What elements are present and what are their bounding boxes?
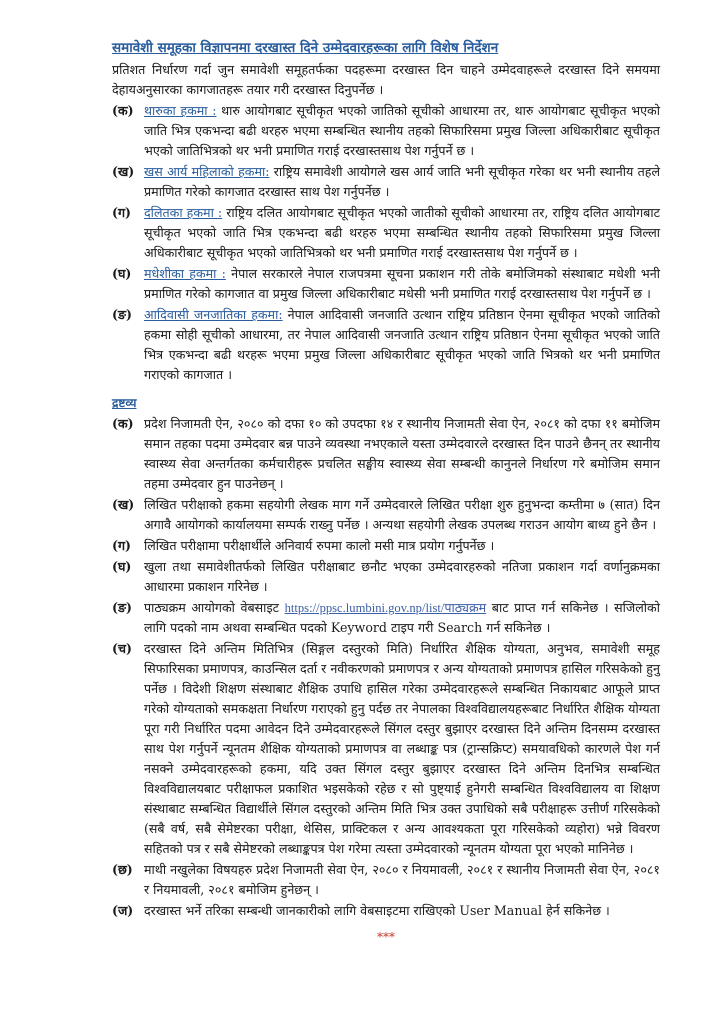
note-body: दरखास्त भर्ने तरिका सम्बन्धी जानकारीको लागि वेबसाइटमा राखिएको User Manual हेर्न सकिनेछ । [144,903,610,918]
note-item [112,901,660,921]
note-text: बाट प्राप्त गर्न सकिनेछ । सजिलोको लागि पदको नाम अथवा सम्बन्धित पदको Keyword टाइप गरी Search गर्न सकिनेछ । [144,600,660,635]
note-body: खुला तथा समावेशीतर्फको लिखित परीक्षाबाट छनौट भएका उम्मेदवारहरुको नतिजा प्रकाशन गर्दा वर्णानुक्रमका आधारमा प्रकाशन गरिनेछ । [144,559,660,594]
item-body [144,101,660,161]
note-item [112,557,660,597]
note-body: प्रदेश निजामती ऐन, २०८० को दफा १० को उपदफा १४ र स्थानीय निजामती सेवा ऐन, २०८१ को दफा ११ बमोजिम समान तहका पदमा उम्मेदवार बन्न पाउने व्यवस्था नभएकाले यस्ता उम्मेदवारले दरखास्त दिन पाउने छैनन् तर स्थानीय स्वास्थ्य सेवा अन्तर्गतका कर्मचारीहरू प्रचलित सङ्घीय स्वास्थ्य सेवा सम्बन्धी कानुनले निर्धारण गरे बमोजिम समान तहमा उम्मेदवार हुन पाउनेछन् । [144,416,660,491]
note-item [112,536,660,556]
syllabus-link[interactable]: https://ppsc.lumbini.gov.np/list/पाठ्यक्रम [284,601,487,615]
item-label: (घ) [112,266,132,281]
note-body: माथी नखुलेका विषयहरु प्रदेश निजामती सेवा ऐन, २०८० र नियमावली, २०८१ र स्थानीय निजामती सेवा ऐन, २०८१ र नियमावली, २०८१ बमोजिम हुनेछन् । [144,862,660,897]
item-label: (ङ) [112,307,132,322]
item-body [144,264,660,304]
item-text: थारु आयोगबाट सूचीकृत भएको जातिको सूचीको आधारमा तर, थारु आयोगबाट सूचीकृत भएको जाति भित्र एकभन्दा बढी थरहरु भएमा सम्बन्धित स्थानीय तहको सिफारिसमा प्रमुख जिल्ला अधिकारीबाट सूचीकृत भएको जातिभित्रको थर भनी प्रमाणित गराई दरखास्तसाथ पेश गर्नुपर्ने छ । [144,103,660,158]
item-text: राष्ट्रिय दलित आयोगबाट सूचीकृत भएको जातीको सूचीको आधारमा तर, राष्ट्रिय दलित आयोगबाट सूचीकृत भएको जाति भित्र एकभन्दा बढी थरहरु भएमा सम्बन्धित स्थानीय तहको सिफारिसमा प्रमुख जिल्ला अधिकारीबाट सूचीकृत भएको जातिभित्रको थर भनी प्रमाणित गराई दरखास्तसाथ पेश गर्नुपर्ने छ । [144,205,660,260]
item-body [144,203,660,263]
item-body [144,305,660,385]
note-body: दरखास्त दिने अन्तिम मितिभित्र (सिङ्गल दस्तुरको मिति) निर्धारित शैक्षिक योग्यता, अनुभव, समावेशी समूह सिफारिसका प्रमाणपत्र, काउन्सिल दर्ता र नवीकरणको प्रमाणपत्र र अन्य योग्यताको प्रमाणपत्र हासिल गरिसकेको हुनु पर्नेछ । विदेशी शिक्षण संस्थाबाट शैक्षिक उपाधि हासिल गरेका उम्मेदवारहरूले सम्बन्धित निकायबाट आफूले प्राप्त गरेको योग्यताको समकक्षता निर्धारण गराएको हुनु पर्दछ तर नेपालका विश्वविद्यालयहरूबाट निर्धारित शैक्षिक योग्यता पूरा गरी निर्धारित पदमा आवेदन दिने उम्मेदवारहरूले सिंगल दस्तुर बुझाएर दरखास्त दिने अन्तिम दिनसम्म दरखास्त साथ पेश गर्नुपर्ने न्यूनतम शैक्षिक योग्यताको प्रमाणपत्र वा लब्धाङ्क पत्र (ट्रान्सक्रिप्ट) समयावधिको कारणले पेश गर्न नसक्ने उम्मेदवारहरूको हकमा, यदि उक्त सिंगल दस्तुर बुझाएर दरखास्त दिने अन्तिम दिनभित्र सम्बन्धित विश्वविद्यालयबाट परीक्षाफल प्रकाशित भइसकेको रहेछ र सो पुष्ट्याई हुनेगरी सम्बन्धित विश्वविद्यालय वा शिक्षण संस्थाबाट सम्बन्धित विद्यार्थीले सिंगल दस्तुरको अन्तिम मिति भित्र उक्त उपाधिको सबै परीक्षाहरू उत्तीर्ण गरिसकेको (सबै वर्ष, सबै सेमेष्टरका परीक्षा, थेसिस, प्राक्टिकल र अन्य आवश्यकता पूरा गरिसकेको व्यहोरा) भन्ने विवरण सहितको पत्र र सबै सेमेष्टरको लब्धाङ्कपत्र पेश गरेमा त्यस्ता उम्मेदवारको न्यूनतम योग्यता पूरा भएको मानिनेछ । [144,641,660,856]
special-item [112,101,660,161]
item-label: (ख) [112,164,135,179]
note-item [112,598,660,638]
item-text: राष्ट्रिय समावेशी आयोगले खस आर्य जाति भनी सूचीकृत गरेका थर भनी स्थानीय तहले प्रमाणित गरेको कागजात दरखास्त साथ पेश गर्नुपर्नेछ । [144,164,661,199]
special-item [112,305,660,385]
special-item [112,203,660,263]
end-mark: *** [377,930,395,944]
note-label: (ङ) [112,600,132,615]
page-title: समावेशी समूहका विज्ञापनमा दरखास्त दिने उम्मेदवारहरूका लागि विशेष निर्देशन [112,40,499,56]
note-item [112,860,660,900]
special-item [112,162,660,202]
item-label: (क) [112,103,134,118]
note-label: (ज) [112,903,134,918]
note-label: (ख) [112,497,135,512]
note-label: (ग) [112,538,132,553]
special-item [112,264,660,304]
note-item [112,495,660,535]
item-text: नेपाल आदिवासी जनजाति उत्थान राष्ट्रिय प्रतिष्ठान ऐनमा सूचीकृत भएको जातिको हकमा सोही सूचीको आधारमा, तर नेपाल आदिवासी जनजाति उत्थान राष्ट्रिय प्रतिष्ठान ऐनमा सूचीकृत भएको जाति भित्र एकभन्दा बढी थरहरू भएमा प्रमुख जिल्ला अधिकारीबाट सूचीकृत भएको जाति भित्रको थर भनी प्रमाणित गराएको कागजात । [144,307,660,382]
note-label: (च) [112,641,132,656]
special-items-list [112,101,660,385]
note-body: लिखित परीक्षामा परीक्षार्थीले अनिवार्य रुपमा कालो मसी मात्र प्रयोग गर्नुपर्नेछ । [144,538,495,553]
item-heading: खस आर्य महिलाको हकमा: [144,164,270,179]
note-label: (छ) [112,862,133,877]
item-heading: आदिवासी जनजातिका हकमा: [144,307,283,322]
item-heading: मधेशीका हकमा : [144,266,226,281]
item-body [144,162,660,202]
note-body [144,598,660,638]
notes-heading: द्रष्टव्य [112,396,137,410]
note-body: लिखित परीक्षाको हकमा सहयोगी लेखक माग गर्ने उम्मेदवारले लिखित परीक्षा शुरु हुनुभन्दा कम्तीमा ७ (सात) दिन अगावै आयोगको कार्यालयमा सम्पर्क राख्नु पर्नेछ । अन्यथा सहयोगी लेखक उपलब्ध गराउन आयोग बाध्य हुने छैन । [144,497,660,532]
document-page [112,38,660,947]
note-label: (क) [112,416,134,431]
item-heading: थारुका हकमा : [144,103,217,118]
item-label: (ग) [112,205,132,220]
item-heading: दलितका हकमा : [144,205,223,220]
notes-list [112,414,660,921]
note-text: पाठ्यक्रम आयोगको वेबसाइट [144,600,285,615]
note-label: (घ) [112,559,132,574]
note-item [112,639,660,859]
note-item [112,414,660,494]
intro-paragraph: प्रतिशत निर्धारण गर्दा जुन समावेशी समूहतर्फका पदहरूमा दरखास्त दिन चाहने उम्मेदवाहरूले दरखास्त दिने समयमा देहायअनुसारका कागजातहरू तयार गरी दरखास्त दिनुपर्नेछ । [112,62,660,97]
item-text: नेपाल सरकारले नेपाल राजपत्रमा सूचना प्रकाशन गरी तोके बमोजिमको संस्थाबाट मधेशी भनी प्रमाणित गरेको कागजात वा प्रमुख जिल्ला अधिकारीबाट मधेसी भनी प्रमाणित गराई दरखास्तसाथ पेश गर्नुपर्ने छ । [144,266,660,301]
